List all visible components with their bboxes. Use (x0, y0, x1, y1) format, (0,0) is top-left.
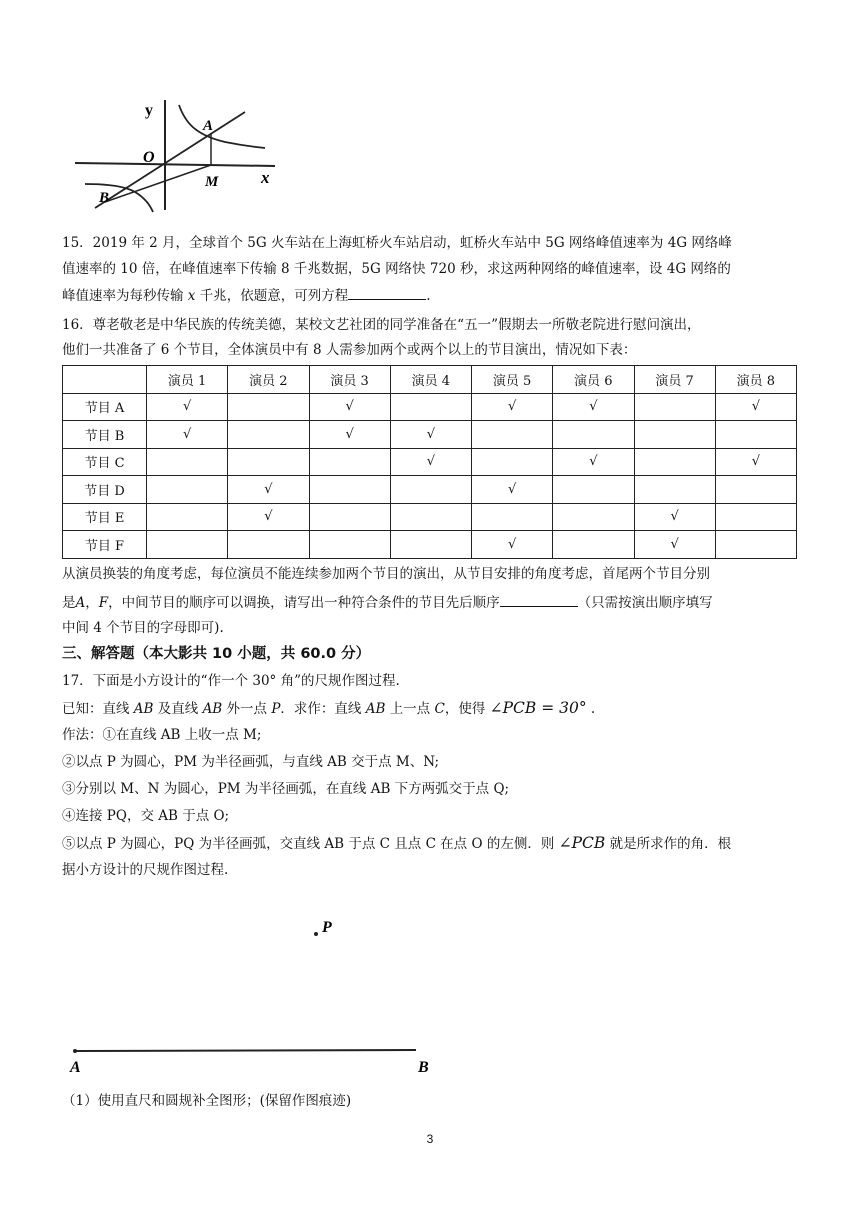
q15-variable-x: x (187, 288, 196, 304)
table-cell: √ (634, 531, 715, 559)
table-cell: √ (634, 503, 715, 531)
table-cell: 节目 D (63, 476, 147, 504)
label-b: B (99, 190, 110, 206)
table-header-cell: 演员 4 (390, 366, 471, 394)
construction-figure (60, 905, 460, 1085)
q16-after-line-1: 从演员换装的角度考虑，每位演员不能连续参加两个节目的演出，从节目安排的角度考虑，首尾两个节目分别 (62, 566, 710, 582)
table-cell (553, 476, 634, 504)
table-cell: √ (553, 393, 634, 421)
table-cell: √ (472, 393, 553, 421)
q15-line-1: 15．2019 年 2 月，全球首个 5G 火车站在上海虹桥火车站启动，虹桥火车站中 5G 网络峰值速率为 4G 网络峰 (62, 235, 732, 251)
q17-step-5 (62, 833, 731, 854)
table-cell: √ (228, 503, 309, 531)
table-cell (309, 503, 390, 531)
table-cell (228, 393, 309, 421)
q17-known-ab-3: AB (365, 701, 386, 717)
q17-known-ab-1: AB (133, 701, 154, 717)
q16-after-text-f: （只需按演出顺序填写 (577, 595, 713, 611)
table-cell (309, 476, 390, 504)
q17-known-g: ．求作：直线 (280, 701, 362, 717)
table-cell: 节目 F (63, 531, 147, 559)
table-row (63, 476, 797, 504)
table-cell (553, 531, 634, 559)
table-cell: √ (390, 448, 471, 476)
table-cell (147, 531, 228, 559)
label-o: O (143, 149, 155, 166)
q17-known-end: . (590, 701, 596, 717)
q17-sub-question-1: （1）使用直尺和圆规补全图形；(保留作图痕迹) (62, 1093, 352, 1109)
q17-known-a: 已知：直线 (62, 701, 130, 717)
line-through-origin (95, 112, 245, 208)
q16-program-f: F (98, 595, 109, 611)
table-header-cell: 演员 3 (309, 366, 390, 394)
label-a: A (203, 118, 214, 134)
table-cell (634, 448, 715, 476)
table-cell: √ (472, 476, 553, 504)
label-y: y (145, 102, 153, 119)
table-row (63, 393, 797, 421)
table-cell (715, 476, 796, 504)
function-graph-figure (75, 100, 290, 215)
table-cell (147, 448, 228, 476)
label-b: B (418, 1059, 429, 1076)
table-cell (228, 448, 309, 476)
table-cell: √ (147, 393, 228, 421)
table-header-cell: 演员 7 (634, 366, 715, 394)
table-cell: √ (472, 531, 553, 559)
q15-line-3-end: . (426, 288, 431, 304)
table-cell (634, 476, 715, 504)
table-header-cell: 演员 2 (228, 366, 309, 394)
table-cell (228, 421, 309, 449)
q17-step-5-a: ⑤以点 P 为圆心，PQ 为半径画弧，交直线 AB 于点 C 且点 C 在点 O 的左侧．则 (62, 836, 555, 852)
table-cell (390, 503, 471, 531)
q17-angle-formula: ∠PCB = 30° (489, 699, 587, 717)
performer-program-table (62, 365, 797, 559)
q16-after-line-3: 中间 4 个节目的字母即可). (62, 620, 224, 636)
table-cell (715, 531, 796, 559)
q17-step-5-b: 就是所求作的角．根 (609, 836, 732, 852)
q17-known-k: ，使得 (444, 701, 486, 717)
q17-step-3: ③分别以 M、N 为圆心，PM 为半径画弧，在直线 AB 下方两弧交于点 Q; (62, 781, 510, 797)
section-3-heading: 三、解答题（本大影共 10 小题，共 60.0 分） (62, 646, 371, 662)
label-a: A (70, 1059, 81, 1076)
table-cell (147, 503, 228, 531)
q17-known-point-c: C (434, 701, 445, 717)
table-cell (715, 503, 796, 531)
table-cell: √ (309, 393, 390, 421)
table-header-cell: 演员 5 (472, 366, 553, 394)
table-cell (553, 503, 634, 531)
table-cell: 节目 E (63, 503, 147, 531)
table-cell: √ (553, 448, 634, 476)
table-row (63, 531, 797, 559)
table-cell: √ (147, 421, 228, 449)
table-cell: 节目 B (63, 421, 147, 449)
q17-intro: 17．下面是小方设计的“作一个 30° 角”的尺规作图过程. (62, 673, 400, 689)
q17-step-5-cont: 据小方设计的尺规作图过程. (62, 862, 229, 878)
table-cell (147, 476, 228, 504)
table-cell (309, 448, 390, 476)
q15-line-2: 值速率的 10 倍，在峰值速率下传输 8 千兆数据，5G 网络快 720 秒，求这两种网络的峰值速率，设 4G 网络的 (62, 261, 731, 277)
q16-after-text-e: ，中间节目的顺序可以调换，请写出一种符合条件的节目先后顺序 (108, 595, 500, 611)
point-a (73, 1049, 77, 1053)
table-cell: 节目 A (63, 393, 147, 421)
q17-known-e: 外一点 (226, 701, 268, 717)
table-cell: 节目 C (63, 448, 147, 476)
q16-after-text-c: ， (85, 595, 99, 611)
q17-known-p: P (271, 701, 281, 717)
q16-after-text-a: 是 (62, 595, 76, 611)
table-cell (715, 421, 796, 449)
q16-line-2: 他们一共准备了 6 个节目，全体演员中有 8 人需参加两个或两个以上的节目演出，情况如下表： (62, 342, 637, 358)
q15-line-3 (62, 285, 431, 306)
q17-step-4: ④连接 PQ，交 AB 于点 O; (62, 808, 230, 824)
table-cell (472, 448, 553, 476)
point-p (314, 932, 318, 936)
table-cell (472, 421, 553, 449)
table-cell: √ (390, 421, 471, 449)
table-header-cell: 演员 1 (147, 366, 228, 394)
table-cell: √ (309, 421, 390, 449)
table-cell (472, 503, 553, 531)
table-cell (390, 476, 471, 504)
table-row (63, 448, 797, 476)
table-row (63, 503, 797, 531)
table-cell (634, 421, 715, 449)
label-p: P (322, 919, 332, 936)
q17-known-ab-2: AB (202, 701, 223, 717)
table-cell: √ (715, 448, 796, 476)
q15-line-3-start: 峰值速率为每秒传输 (62, 288, 184, 304)
line-ab (75, 1050, 416, 1051)
q16-answer-blank[interactable] (500, 592, 578, 607)
label-m: M (205, 174, 219, 190)
table-header-cell: 演员 6 (553, 366, 634, 394)
table-header-cell: 演员 8 (715, 366, 796, 394)
x-axis (75, 163, 275, 166)
table-header-row (63, 366, 797, 394)
q17-step-5-formula: ∠PCB (558, 834, 606, 852)
q17-step-2: ②以点 P 为圆心，PM 为半径画弧，与直线 AB 交于点 M、N; (62, 754, 440, 770)
table-cell (634, 393, 715, 421)
label-x: x (261, 168, 270, 187)
q16-after-line-2 (62, 592, 713, 613)
q15-answer-blank[interactable] (348, 285, 426, 300)
q17-known (62, 698, 595, 719)
q16-line-1: 16．尊老敬老是中华民族的传统美德，某校文艺社团的同学准备在“五一”假期去一所敬老院进行慰问演出， (62, 317, 701, 333)
q17-step-1: 作法：①在直线 AB 上收一点 M; (62, 727, 262, 743)
table-cell (553, 421, 634, 449)
table-header-cell (63, 366, 147, 394)
page-number: 3 (426, 1132, 434, 1146)
table-cell: √ (715, 393, 796, 421)
table-row (63, 421, 797, 449)
q17-known-i: 上一点 (389, 701, 431, 717)
q15-line-3-mid: 千兆，依题意，可列方程 (199, 288, 349, 304)
q16-program-a: A (75, 595, 86, 611)
table-cell (390, 531, 471, 559)
table-cell (390, 393, 471, 421)
table-cell: √ (228, 476, 309, 504)
segment-bm (105, 165, 211, 202)
q17-known-c: 及直线 (157, 701, 199, 717)
table-cell (228, 531, 309, 559)
table-cell (309, 531, 390, 559)
